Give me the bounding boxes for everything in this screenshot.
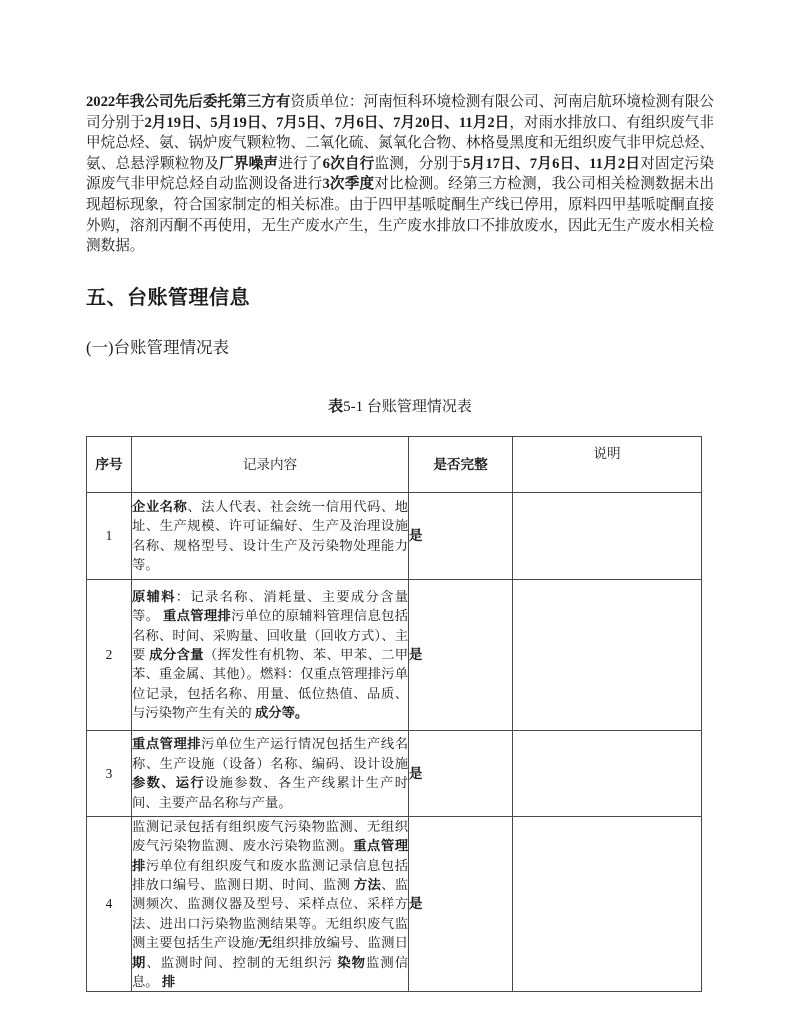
section-heading: 五、台账管理信息 [86,286,250,309]
record-content-2-run-2: 重点管理排 [162,608,232,624]
record-content-2-run-4: 成分含量 [149,647,204,663]
intro-text-run-9: 对固定污染源废气非甲烷总烃自动监测设备进行 [86,155,714,193]
record-content-2-run-3: 污单位的原辅料管理信息包括名称、时间、采购量、回收量（回收方式）、主要 [132,608,409,663]
table-caption-title: 台账管理情况表 [363,398,472,415]
record-content-4-run-1: 重点管理排 [132,838,409,873]
record-content-2-run-5: （挥发性有机物、苯、甲苯、二甲苯、重金属、其他）。燃料：仅重点管理排污单位记录，包括名称、用量、低位热值、品质、与污染物产生有关的 [132,647,409,721]
intro-text-run-1: 资质单位：河南恒科环境检测有限公司、河南启航环境检测有限公司分别于 [86,94,714,131]
column-header-no: 序号 [87,436,132,492]
table-row [87,730,702,816]
intro-text-run-0: 2022年我公司先后委托第三方有 [86,94,291,110]
record-content-4-run-11: 排 [161,974,176,989]
record-content-4-run-0: 监测记录包括有组织废气污染物监测、无组织废气污染物监测、废水污染物监测。 [132,818,408,854]
record-content-4-run-7: 期 [132,954,147,970]
intro-text-run-4: 厂界噪声 [219,155,279,172]
record-content-4-run-6: 组织排放编号、监测日 [272,935,409,951]
intro-text-run-6: 6次自行 [322,155,375,172]
cell-row-number: 3 [87,730,132,816]
ledger-management-table [86,436,702,993]
record-content-4-run-4: 、监测频次、监测仪器及型号、采样点位、采样方法、进出口污染物监测结果等。无组织废气监测主要包括生产设施/ [132,876,409,951]
table-header [87,436,702,492]
cell-note [513,816,702,992]
intro-text-run-2: 2月19日、5月19日、7月5日、7月6日、7月20日、11月2日 [144,114,510,131]
record-content-3-run-2: 参数、运行 [132,775,205,791]
table-row [87,816,702,992]
record-content-4-run-10: 监测信息。 [132,954,409,989]
table-body [87,492,702,992]
intro-paragraph [86,92,714,257]
cell-row-number: 4 [87,816,132,992]
intro-text-run-11: 对比检测。经第三方检测，我公司相关检测数据未出现超标现象，符合国家制定的相关标准。由于四甲基哌啶酮生产线已停用，原料四甲基哌啶酮直接外购，溶剂丙酮不再使用，无生产废水产生，生产废水排放口不排放废水，因此无生产废水相关检测数据。 [86,176,714,255]
cell-note [513,579,702,730]
table-header-row [87,436,702,492]
cell-record-content [132,730,409,816]
record-content-3-run-3: 设施参数、各生产线累计生产时间、主要产品名称与产量。 [132,775,409,810]
record-content-3-run-0: 重点管理排 [132,736,202,752]
record-content-4-run-9: 染物 [337,954,367,970]
column-header-note: 说明 [513,436,702,492]
table-caption [86,397,714,417]
cell-record-content [132,492,409,579]
column-header-content: 记录内容 [132,436,409,492]
cell-note [513,730,702,816]
intro-text-run-8: 5月17日、7月6日、11月2日 [463,155,641,172]
cell-is-complete: 是 [409,492,513,579]
cell-is-complete: 是 [409,579,513,730]
cell-row-number: 2 [87,579,132,730]
cell-is-complete: 是 [409,816,513,992]
column-header-complete: 是否完整 [409,436,513,492]
record-content-3-run-1: 污单位生产运行情况包括生产线名称、生产设施（设备）名称、编码、设计设施 [132,736,409,771]
cell-record-content [132,816,409,992]
record-content-4-run-3: 方法 [353,876,382,892]
record-content-2-run-0: 原辅料 [132,588,176,604]
record-content-4-run-8: 、监测时间、控制的无组织污 [146,954,338,970]
table-row [87,492,702,579]
record-content-4-run-2: 污单位有组织废气和废水监测记录信息包括排放口编号、监测日期、时间、监测 [132,857,409,892]
cell-row-number: 1 [87,492,132,579]
record-content-1-run-1: 、法人代表、社会统一信用代码、地址、生产规模、许可证编好、生产及治理设施名称、规格型号、设计生产及污染物处理能力等。 [132,498,409,573]
intro-text-run-3: ，对雨水排放口、有组织废气非甲烷总烃、氨、锅炉废气颗粒物、二氧化硫、氮氧化合物、林格曼黑度和无组织废气非甲烷总烃、氨、总悬浮颗粒物及 [86,114,714,172]
table-caption-prefix: 表 [328,398,344,415]
table-caption-number: 5-1 [343,398,364,415]
record-content-2-run-1: ：记录名称、消耗量、主要成分含量等。 [132,588,409,624]
cell-record-content [132,579,409,730]
record-content-4-run-5: 无 [258,935,273,951]
cell-is-complete: 是 [409,730,513,816]
sub-heading: (一)台账管理情况表 [86,337,229,357]
record-content-2-run-6: 成分等。 [255,705,309,721]
record-content-1-run-0: 企业名称 [132,498,188,514]
table-row [87,579,702,730]
intro-text-run-10: 3次季度 [322,176,375,193]
cell-note [513,492,702,579]
intro-text-run-5: 进行了 [278,155,323,172]
intro-text-run-7: 监测，分别于 [374,155,464,172]
